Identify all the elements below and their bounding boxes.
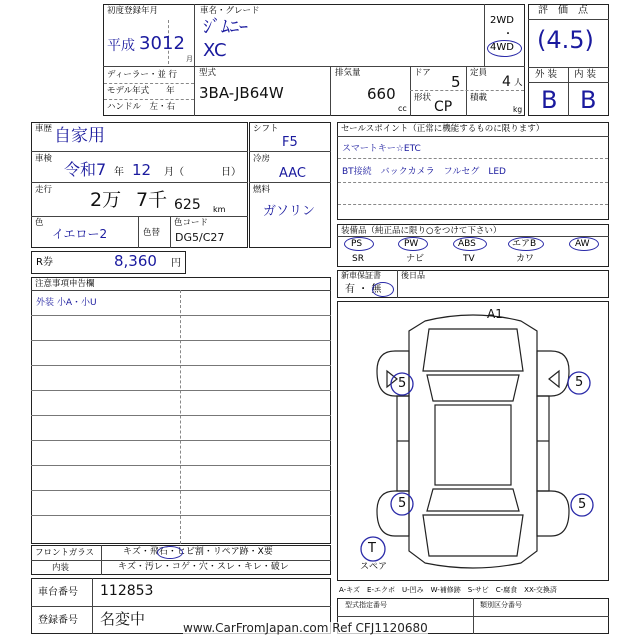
lot-number: 112853 (100, 583, 154, 599)
equip-airbag-circle (508, 237, 544, 251)
interior-cond-options: キズ・汚レ・コゲ・穴・スレ・キレ・破レ (118, 562, 289, 572)
ac-label: 冷房 (253, 154, 271, 164)
equip-ps-circle (344, 237, 374, 251)
sales-points-label: セールスポイント（正常に機能するものに限ります） (341, 124, 545, 134)
inspection-year-unit: 年 (114, 167, 124, 178)
evaluation-score: (4.5) (537, 26, 594, 54)
warranty-value: 有 ・ 無 (345, 284, 382, 295)
color: イエロー2 (52, 227, 108, 241)
equip-ps: PS (351, 239, 363, 249)
shift: F5 (282, 135, 298, 150)
fuel: ガソリン (263, 204, 316, 219)
equip-sr: SR (352, 254, 364, 264)
door-label: ドア (414, 68, 431, 78)
km-unit: km (213, 205, 226, 214)
drive-4wd: 4WD (490, 42, 514, 53)
damage-mark-rl: 5 (398, 496, 407, 511)
recycle-unit: 円 (171, 258, 181, 269)
ac: AAC (279, 166, 306, 181)
shift-label: シフト (253, 124, 279, 134)
mileage-man: 2万 (90, 189, 122, 211)
recycle-label: R券 (36, 257, 53, 268)
usage: 自家用 (54, 126, 105, 146)
load-unit: kg (513, 105, 523, 114)
doors: 5 (451, 73, 461, 91)
lot-label: 車台番号 (38, 587, 78, 598)
mileage-rest: 625 (174, 197, 201, 213)
equip-leather: カワ (516, 254, 535, 264)
evaluation-label: 評 価 点 (538, 5, 588, 16)
capacity-unit: 人 (514, 78, 523, 88)
exterior-grade: B (541, 86, 558, 114)
spare-label: スペア (360, 562, 388, 572)
first-reg-year: 30 (139, 33, 162, 54)
dealer-label: ディーラー・並 行 (107, 70, 178, 80)
equip-abs-circle (453, 237, 487, 251)
damage-legend: A-キズ E-エクボ U-凹み W-補修跡 S-サビ C-腐食 XX-交換済 (339, 586, 557, 594)
notes-line-1: 外装 小A・小U (36, 298, 97, 308)
color-label: 色 (35, 218, 44, 228)
equip-pw-circle (398, 237, 428, 251)
load-label: 積載 (470, 93, 488, 103)
inspection-month-unit: 月（ (164, 167, 184, 178)
usage-label: 車歴 (35, 124, 53, 134)
cc-unit: cc (398, 104, 407, 113)
mileage-sen: 7千 (136, 189, 168, 211)
sales-point-1: スマートキー☆ETC (342, 144, 421, 154)
damage-mark-fr: 5 (575, 375, 584, 390)
reg-number: 名変中 (100, 610, 146, 628)
sales-point-2: BT接続 バックカメラ フルセグ LED (342, 167, 506, 177)
car-name: ｼﾞﾑﾆｰ (203, 17, 248, 38)
interior-grade: B (580, 86, 597, 114)
warranty-circle (372, 282, 394, 297)
equip-navi: ナビ (406, 254, 425, 264)
capacity: 4 (502, 74, 511, 90)
chip-circle (157, 546, 183, 559)
inspection-day-unit: 日） (221, 167, 241, 178)
notes-label: 注意事項申告欄 (35, 279, 95, 289)
exterior-label: 外 装 (535, 69, 558, 80)
color-change-label: 色替 (143, 228, 161, 238)
handle-label: ハンドル 左・右 (107, 102, 176, 112)
warranty-label: 新車保証書 (341, 271, 381, 280)
car-grade: XC (203, 40, 227, 61)
color-code-label: 色コード (174, 218, 209, 228)
damage-mark-fl: 5 (398, 376, 407, 391)
spare-letter: T (368, 541, 376, 556)
displacement: 660 (367, 85, 396, 103)
notes-panel (31, 277, 331, 544)
inspection-label: 車検 (35, 154, 53, 164)
equip-tv: TV (463, 254, 475, 264)
equip-aw: AW (575, 239, 590, 249)
model-year-label: モデル年式 年 (107, 86, 175, 96)
front-glass-options: キズ・飛石・ヒビ割・リペア跡・X要 (123, 547, 273, 557)
interior-label: 内 装 (574, 69, 597, 80)
first-reg-label: 初度登録年月 (107, 6, 159, 16)
car-name-label: 車名・グレード (200, 6, 260, 16)
shape: CP (434, 99, 453, 115)
displacement-label: 排気量 (335, 68, 361, 78)
drive-2wd: 2WD (490, 15, 514, 26)
damage-mark-rr: 5 (578, 497, 587, 512)
month-unit: 月 (186, 55, 193, 63)
misc-label-2: 類別区分番号 (480, 601, 522, 609)
equip-aw-circle (569, 237, 599, 251)
car-diagram-svg (337, 301, 609, 581)
damage-mark-front: A1 (487, 307, 503, 321)
reg-label: 登録番号 (38, 615, 78, 626)
shape-label: 形状 (414, 93, 432, 103)
color-code: DG5/C27 (175, 231, 225, 244)
misc-label-1: 型式指定番号 (345, 601, 387, 609)
watermark: www.CarFromJapan.com Ref CFJ1120680 (183, 621, 428, 635)
mileage-label: 走行 (35, 185, 53, 195)
first-reg-month: 12 (162, 33, 185, 54)
front-glass-label: フロントガラス (35, 548, 94, 558)
interior-cond-label: 内装 (52, 563, 70, 573)
equip-pw: PW (404, 239, 419, 249)
inspection-era: 令和7 (64, 160, 107, 179)
recycle-amount: 8,360 (114, 252, 157, 270)
first-reg-era: 平成 (107, 38, 135, 54)
inspection-month: 12 (132, 161, 152, 179)
recycle-panel (31, 251, 186, 274)
model-type: 3BA-JB64W (199, 84, 284, 102)
rear-seat-label: 後日品 (401, 271, 425, 280)
model-type-label: 型式 (199, 68, 217, 78)
fuel-label: 燃料 (253, 185, 271, 195)
capacity-label: 定員 (470, 68, 488, 78)
equip-airbag: エアB (512, 239, 537, 249)
equipment-label: 装備品（純正品に限り○をつけて下さい） (341, 226, 502, 236)
equip-abs: ABS (458, 239, 476, 249)
